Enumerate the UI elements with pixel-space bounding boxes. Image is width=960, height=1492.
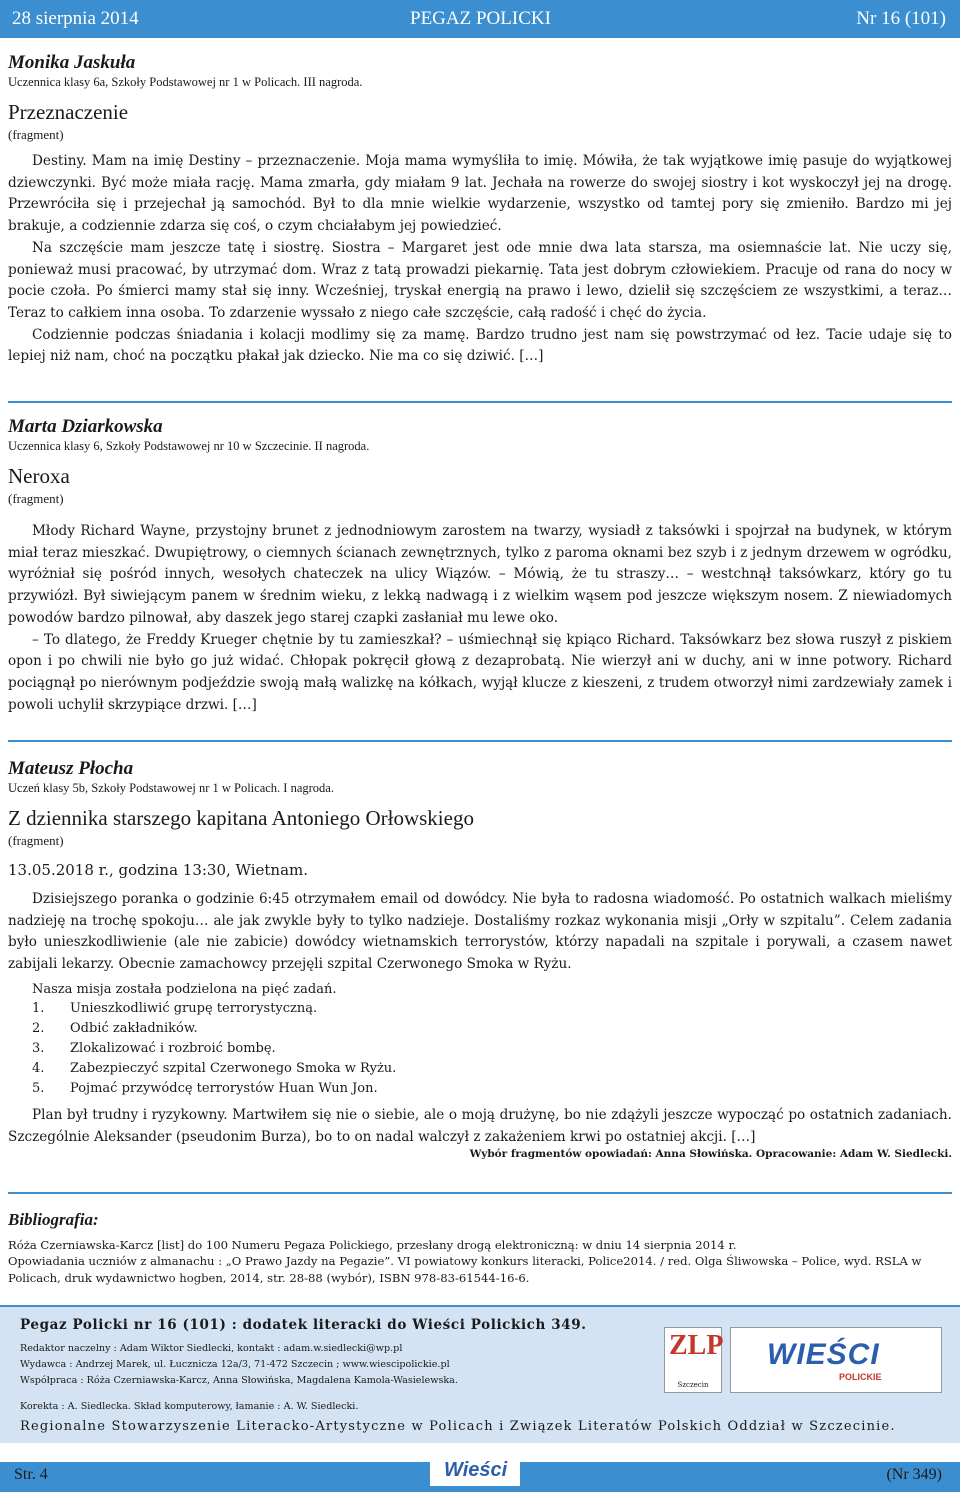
- section-divider: [8, 1192, 952, 1194]
- list-item: 5. Pojmać przywódcę terrorystów Huan Wun Jon.: [32, 1080, 378, 1096]
- proofreading-line: Korekta : A. Siedlecka. Skład komputerowy, łamanie : A. W. Siedlecki.: [20, 1401, 359, 1412]
- mini-logo: Wieści: [430, 1456, 520, 1486]
- wiesci-issue-number: (Nr 349): [886, 1466, 942, 1483]
- page-footer-bar: [0, 1459, 960, 1492]
- paragraph: Codziennie podczas śniadania i kolacji modlimy się za mamę. Bardzo trudno jest nam się powstrzymać od łez. Tacie udaje się to lepiej niż nam, choć na początku płakał jak dziecko. Nie ma co się dziwić. […]: [8, 326, 952, 365]
- fragment-note: (fragment): [8, 127, 64, 142]
- story-closing: [8, 1105, 952, 1148]
- zlp-logo: ZLP Szczecin: [664, 1327, 722, 1393]
- story-3: [8, 758, 952, 1160]
- diary-dateline: 13.05.2018 r., godzina 13:30, Wietnam.: [8, 861, 308, 879]
- fragment-note: (fragment): [8, 833, 64, 848]
- list-item: 2. Odbić zakładników.: [32, 1020, 198, 1036]
- paragraph: Destiny. Mam na imię Destiny – przeznaczenie. Moja mama wymyśliła to imię. Mówiła, że tak wyjątkowe imię pasuje do wyjątkowej dziewczynki. Być może miała rację. Mama zmarła, gdy miałam 9 lat. Jechała na rowerze do swojej siostry i kot wyskoczył jej na drogę. Przewróciła się i przejechał ją samochód. Był to dla mnie wielkie wydarzenie, wszystko od tamtej pory się zmieniło. Bardzo mi jej brakuje, a codziennie zdarza się coś, o czym chciałabym jej powiedzieć.: [8, 153, 952, 235]
- bibliography: [8, 1212, 952, 1286]
- bibliography-entry: Opowiadania uczniów z almanachu : „O Prawo Jazdy na Pegazie”. VI powiatowy konkurs literacki, Police2014. / red. Olga Śliwowska – Police, wyd. RSLA w Policach, druk wydawnictwo hogben, 2014, str. 28-88 (wybór), ISBN 978-83-61544-16-6.: [8, 1254, 922, 1285]
- issue-date: 28 sierpnia 2014: [12, 8, 139, 29]
- author-name: Monika Jaskuła: [8, 52, 136, 73]
- paragraph: – To dlatego, że Freddy Krueger chętnie by tu zamieszkał? – uśmiechnął się kpiąco Richard. Taksówkarz bez słowa ruszył z piskiem opon i po chwili nie było go już widać. Chłopak pokręcił głową z dezaprobatą. Nie wierzył ani w duchy, ani w inne potwory. Richard pociągnął po nierównym podjeździe swoją małą walizkę na kółkach, wyjął klucze z kieszeni, z trudem otworzył nimi zardzewiały zamek i powoli uchylił skrzypiące drzwi. […]: [8, 631, 952, 713]
- author-school: Uczennica klasy 6a, Szkoły Podstawowej nr 1 w Policach. III nagroda.: [8, 75, 363, 89]
- editor-line: Redaktor naczelny : Adam Wiktor Siedlecki, kontakt : adam.w.siedlecki@wp.pl: [20, 1343, 403, 1354]
- story-body: [8, 151, 952, 368]
- author-school: Uczennica klasy 6, Szkoły Podstawowej nr 10 w Szczecinie. II nagroda.: [8, 439, 370, 453]
- list-item: 3. Zlokalizować i rozbroić bombę.: [32, 1040, 276, 1056]
- paragraph: Młody Richard Wayne, przystojny brunet z jednodniowym zarostem na twarzy, wysiadł z taksówki i spojrzał na budynek, w którym miał teraz mieszkać. Dwupiętrowy, o ciemnych ścianach zewnętrznych, tylko z paroma oknami bez szyb i z jednym drzewem w ogródku, wyróżniał się pośród innych, wesołych chateczek na ulicy Wiązów. – Mówią, że tu straszy… – westchnął taksówkarz, który go tu przywiózł. Był siwiejącym panem w średnim wieku, z lekką nadwagą i z wielkim wąsem pod jeszcze większym nosem. Z niewiadomych powodów bardzo pilnował, aby daszek jego starej czapki zasłaniał mu lewe oko.: [8, 523, 952, 626]
- colophon: [0, 1305, 960, 1443]
- task-list: [32, 999, 952, 1099]
- page-number: Str. 4: [14, 1466, 48, 1483]
- editorial-credit: Wybór fragmentów opowiadań: Anna Słowińska. Opracowanie: Adam W. Siedlecki.: [469, 1148, 952, 1161]
- publication-name: PEGAZ POLICKI: [410, 8, 551, 29]
- fragment-note: (fragment): [8, 491, 64, 506]
- bibliography-entry: Róża Czerniawska-Karcz [list] do 100 Numeru Pegaza Polickiego, przesłany drogą elektroniczną: w dniu 14 sierpnia 2014 r.: [8, 1237, 737, 1252]
- issue-number: Nr 16 (101): [856, 8, 946, 29]
- section-divider: [8, 401, 952, 403]
- story-body: [8, 521, 952, 716]
- author-name: Mateusz Płocha: [8, 758, 134, 779]
- paragraph: Dzisiejszego poranka o godzinie 6:45 otrzymałem email od dowódcy. Nie była to radosna wiadomość. Po ostatnich walkach mieliśmy nadzieję na trochę spokoju… ale jak zwykle były to tylko nadzieje. Dostaliśmy rozkaz wykonania misji „Orły w szpitalu”. Celem zadania było unieszkodliwienie (ale nie zabicie) dowódcy wietnamskich terrorystów, którzy napadali na szpitale i porywali, a czasem nawet zabijali lekarzy. Obecnie zamachowcy przejęli szpital Czerwonego Smoka w Ryżu.: [8, 891, 952, 973]
- association-line: Regionalne Stowarzyszenie Literacko-Artystyczne w Policach i Związek Literatów Polskich Oddział w Szczecinie.: [20, 1419, 896, 1434]
- section-divider: [8, 740, 952, 742]
- paragraph: Plan był trudny i ryzykowny. Martwiłem się nie o siebie, ale o moją drużynę, bo nie zdążyli jeszcze wypocząć po ostatnich zadaniach. Szczególnie Aleksander (pseudonim Burza), bo to on nadal walczył z zakażeniem krwi po ostatniej akcji. […]: [8, 1106, 952, 1145]
- story-body: [8, 889, 952, 976]
- list-item: 4. Zabezpieczyć szpital Czerwonego Smoka w Ryżu.: [32, 1060, 397, 1076]
- contributors-line: Współpraca : Róża Czerniawska-Karcz, Anna Słowińska, Magdalena Kamola-Wasielewska.: [20, 1375, 458, 1386]
- author-school: Uczeń klasy 5b, Szkoły Podstawowej nr 1 w Policach. I nagroda.: [8, 781, 334, 795]
- colophon-headline: Pegaz Policki nr 16 (101) : dodatek literacki do Wieści Polickich 349.: [20, 1317, 587, 1333]
- story-2: [8, 416, 952, 716]
- wiesci-polickie-logo: WIEŚCI POLICKIE: [730, 1327, 942, 1393]
- bibliography-heading: Bibliografia:: [8, 1210, 99, 1229]
- paragraph: Na szczęście mam jeszcze tatę i siostrę. Siostra – Margaret jest ode mnie dwa lata starsza, ma osiemnaście lat. Nie uczy się, ponieważ musi pracować, by utrzymać dom. Wraz z tatą prowadzi piekarnię. Tata jest dobrym człowiekiem. Pracuje od rana do nocy w pocie czoła. Po śmierci mamy stał się inny. Wcześniej, tryskał energią na prawo i lewo, dzielił się szczęściem ze wszystkimi, a teraz… Teraz to całkiem inna osoba. To zdarzenie wyssało z niego całe szczęście, całą radość i chęć do życia.: [8, 239, 952, 321]
- page-header-bar: [0, 0, 960, 38]
- story-title: Z dziennika starszego kapitana Antoniego Orłowskiego: [8, 806, 474, 830]
- story-1: [8, 52, 952, 368]
- story-title: Przeznaczenie: [8, 100, 129, 124]
- list-intro: Nasza misja została podzielona na pięć zadań.: [32, 981, 337, 997]
- list-item: 1. Unieszkodliwić grupę terrorystyczną.: [32, 1000, 318, 1016]
- publisher-line: Wydawca : Andrzej Marek, ul. Łucznicza 12a/3, 71-472 Szczecin ; www.wiescipolickie.pl: [20, 1359, 450, 1370]
- author-name: Marta Dziarkowska: [8, 416, 163, 437]
- story-title: Neroxa: [8, 464, 70, 488]
